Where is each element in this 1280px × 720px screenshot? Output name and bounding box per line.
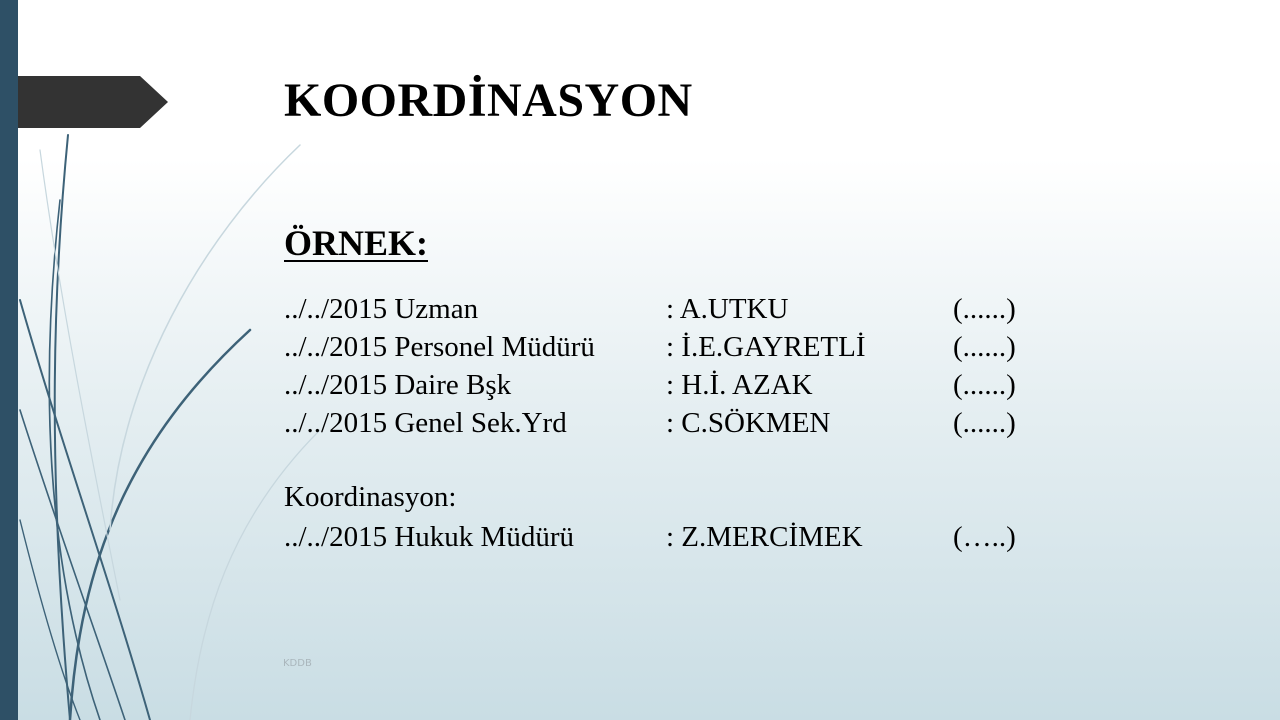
title-tab-arrow [18, 76, 168, 128]
signature-slot: (......) [953, 369, 1016, 401]
date-role: ../../2015 Uzman [284, 293, 479, 325]
date-role: ../../2015 Daire Bşk [284, 369, 512, 401]
coordination-row [284, 518, 1033, 556]
date-role: ../../2015 Genel Sek.Yrd [284, 407, 567, 439]
slide-title: KOORDİNASYON [284, 74, 693, 127]
signature-slot: (......) [953, 331, 1016, 363]
signature-slot: (......) [953, 407, 1016, 439]
footer-text: KDDB [283, 658, 312, 669]
date-role: ../../2015 Personel Müdürü [284, 331, 595, 363]
signer-name: : H.İ. AZAK [666, 369, 813, 401]
coordination-block [284, 518, 1033, 556]
signer-name: : İ.E.GAYRETLİ [666, 331, 866, 363]
example-heading: ÖRNEK: [284, 223, 428, 263]
signer-name: : C.SÖKMEN [666, 407, 831, 439]
signature-row [284, 328, 1033, 366]
date-role: ../../2015 Hukuk Müdürü [284, 521, 574, 553]
signer-name: : Z.MERCİMEK [666, 521, 863, 553]
signature-row [284, 404, 1033, 442]
signature-slot: (…..) [953, 521, 1016, 553]
signature-row [284, 366, 1033, 404]
coordination-label: Koordinasyon: [284, 481, 457, 513]
signature-row [284, 290, 1033, 328]
signature-list [284, 290, 1033, 442]
signature-slot: (......) [953, 293, 1016, 325]
signer-name: : A.UTKU [666, 293, 789, 325]
